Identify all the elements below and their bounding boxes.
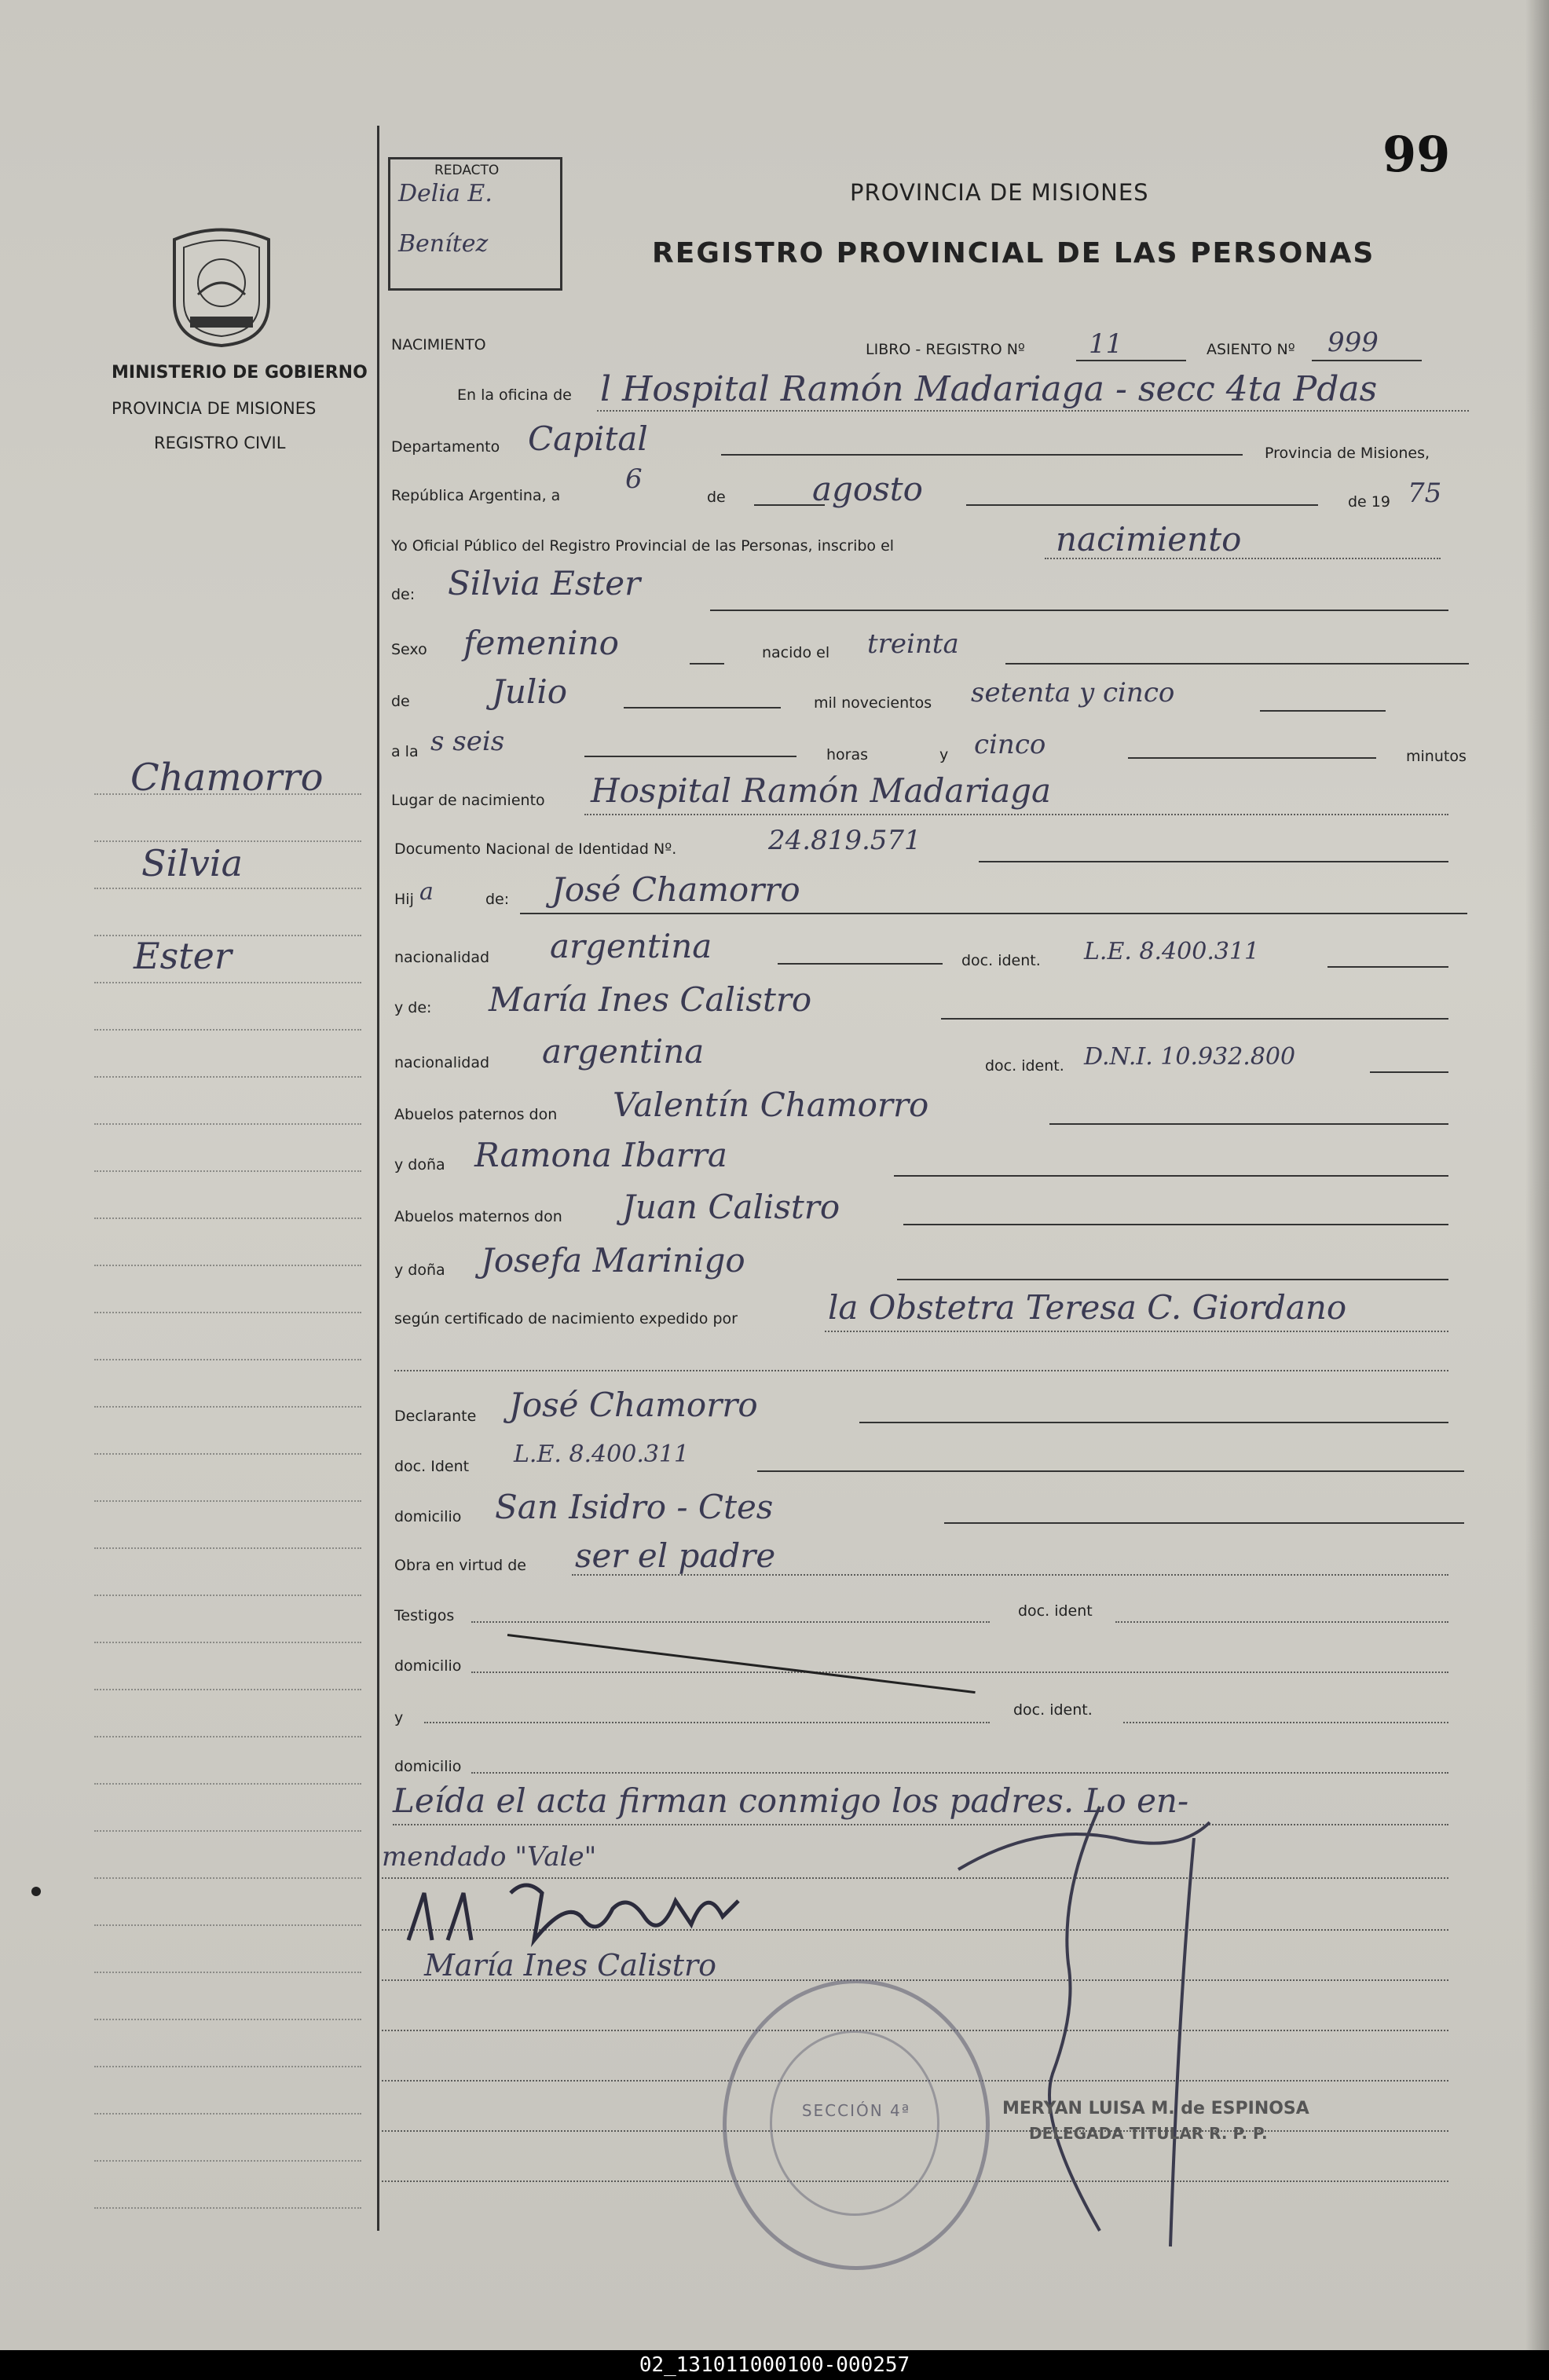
signature-official-icon [943, 1775, 1273, 2262]
testigos-label: Testigos [394, 1607, 455, 1624]
ministry-name: MINISTERIO DE GOBIERNO [112, 363, 368, 383]
registry-seal [723, 1979, 990, 2270]
nacido-label: nacido el [762, 644, 830, 661]
page-number: 99 [1382, 126, 1451, 183]
declarante-value: José Chamorro [509, 1386, 758, 1424]
segun-label: según certificado de nacimiento expedido por [394, 1310, 738, 1327]
minutos-label: minutos [1406, 748, 1467, 765]
asiento-value: 999 [1327, 327, 1379, 358]
domicilio3-label: domicilio [394, 1758, 462, 1775]
min-value: cinco [974, 729, 1046, 760]
mes-value: agosto [812, 470, 923, 508]
file-id: 02_131011000100-000257 [639, 2353, 910, 2377]
docid1-value: L.E. 8.400.311 [1084, 938, 1260, 965]
declarante-label: Declarante [394, 1408, 477, 1425]
provincia-label: Provincia de Misiones, [1265, 445, 1430, 462]
milnov-value: setenta y cinco [971, 677, 1175, 709]
ink-dot [31, 1887, 41, 1896]
dni-label: Documento Nacional de Identidad Nº. [394, 840, 677, 858]
redacto-label: REDACTO [434, 163, 500, 178]
nac2-value: argentina [542, 1032, 705, 1071]
province-title: PROVINCIA DE MISIONES [850, 179, 1149, 206]
libro-label: LIBRO - REGISTRO Nº [866, 341, 1025, 358]
nac1-value: argentina [550, 927, 712, 965]
ydona1-value: Ramona Ibarra [474, 1136, 727, 1174]
horas-label: horas [826, 746, 869, 763]
anio-value: 75 [1408, 478, 1442, 509]
dia-value: 6 [625, 463, 643, 495]
de3-label: de [391, 693, 410, 710]
domicilio-value: San Isidro - Ctes [495, 1488, 774, 1526]
de-anio-label: de 19 [1348, 493, 1390, 511]
docident3-label: doc. ident. [1013, 1701, 1093, 1719]
oficina-value: l Hospital Ramón Madariaga - secc 4ta Pdas [600, 369, 1378, 409]
margin-surname: Chamorro [130, 756, 324, 800]
asiento-label: ASIENTO Nº [1207, 341, 1295, 358]
nac2-label: nacionalidad [394, 1054, 490, 1071]
seal-text: SECCIÓN 4ª [801, 2101, 911, 2120]
margin-name2: Ester [134, 935, 232, 977]
hora-value: s seis [430, 726, 505, 757]
abmat-value: Juan Calistro [622, 1188, 840, 1226]
signature-mother: María Ines Calistro [424, 1948, 717, 1983]
abpat-value: Valentín Chamorro [613, 1086, 929, 1124]
padre-value: José Chamorro [551, 870, 800, 909]
registry-title: REGISTRO PROVINCIAL DE LAS PERSONAS [652, 237, 1375, 269]
sexo-value: femenino [463, 624, 619, 662]
milnov-label: mil novecientos [814, 694, 932, 712]
libro-value: 11 [1089, 328, 1123, 360]
ala-label: a la [391, 743, 419, 760]
hija-label: Hij [394, 891, 414, 908]
y-label: y [939, 746, 949, 763]
hija-suffix: a [419, 878, 434, 906]
ministry-dept: REGISTRO CIVIL [154, 434, 286, 452]
madre-value: María Ines Calistro [489, 980, 812, 1019]
docid2-label: doc. ident. [985, 1057, 1064, 1075]
oficial-label: Yo Oficial Público del Registro Provincial de las Personas, inscribo el [391, 537, 895, 555]
y2-label: y [394, 1709, 404, 1726]
docident-value: L.E. 8.400.311 [514, 1441, 690, 1468]
yde-label: y de: [394, 999, 432, 1016]
mes2-value: Julio [492, 672, 568, 711]
ydona2-label: y doña [394, 1261, 445, 1279]
abpat-label: Abuelos paternos don [394, 1106, 558, 1123]
redacto-line2: Benítez [398, 230, 489, 258]
redacto-line1: Delia E. [398, 180, 493, 207]
margin-name1: Silvia [141, 842, 244, 884]
lugar-label: Lugar de nacimiento [391, 792, 545, 809]
departamento-label: Departamento [391, 438, 500, 456]
domicilio2-label: domicilio [394, 1657, 462, 1675]
ministry-province: PROVINCIA DE MISIONES [112, 399, 317, 418]
dni-value: 24.819.571 [768, 825, 921, 856]
abmat-label: Abuelos maternos don [394, 1208, 562, 1225]
obra-value: ser el padre [575, 1536, 776, 1575]
docident-label: doc. Ident [394, 1458, 470, 1475]
official-title: DELEGADA TITULAR R. P. P. [1029, 2124, 1268, 2143]
testigos-docident-label: doc. ident [1018, 1602, 1093, 1620]
docid2-value: D.N.I. 10.932.800 [1084, 1043, 1296, 1071]
nac1-label: nacionalidad [394, 949, 490, 966]
de2-label: de: [391, 586, 416, 603]
nacido-value: treinta [867, 628, 959, 660]
official-name: MERYAN LUISA M. de ESPINOSA [1002, 2099, 1309, 2118]
cancel-stroke [507, 1634, 976, 1693]
docid1-label: doc. ident. [961, 952, 1041, 969]
oficial-value: nacimiento [1056, 520, 1242, 558]
de2-value: Silvia Ester [448, 564, 641, 602]
segun-value: la Obstetra Teresa C. Giordano [828, 1288, 1347, 1327]
file-id-bar [0, 2350, 1549, 2380]
obra-label: Obra en virtud de [394, 1557, 526, 1574]
sexo-label: Sexo [391, 641, 427, 658]
domicilio-label: domicilio [394, 1508, 462, 1525]
republica-label: República Argentina, a [391, 487, 561, 504]
coat-of-arms-icon [167, 224, 276, 350]
hija-de-label: de: [485, 891, 510, 908]
de-label: de [707, 489, 726, 506]
ydona1-label: y doña [394, 1156, 445, 1174]
redacto-box [388, 157, 562, 291]
nacimiento-label: NACIMIENTO [391, 336, 486, 353]
oficina-label: En la oficina de [457, 386, 572, 404]
margin-rule [377, 126, 379, 2231]
lugar-value: Hospital Ramón Madariaga [591, 771, 1052, 810]
ydona2-value: Josefa Marinigo [481, 1241, 745, 1280]
departamento-value: Capital [528, 419, 648, 458]
observations-line1: Leída el acta firman conmigo los padres. Lo en- [393, 1781, 1189, 1820]
observations-line2: mendado "Vale" [382, 1841, 597, 1873]
